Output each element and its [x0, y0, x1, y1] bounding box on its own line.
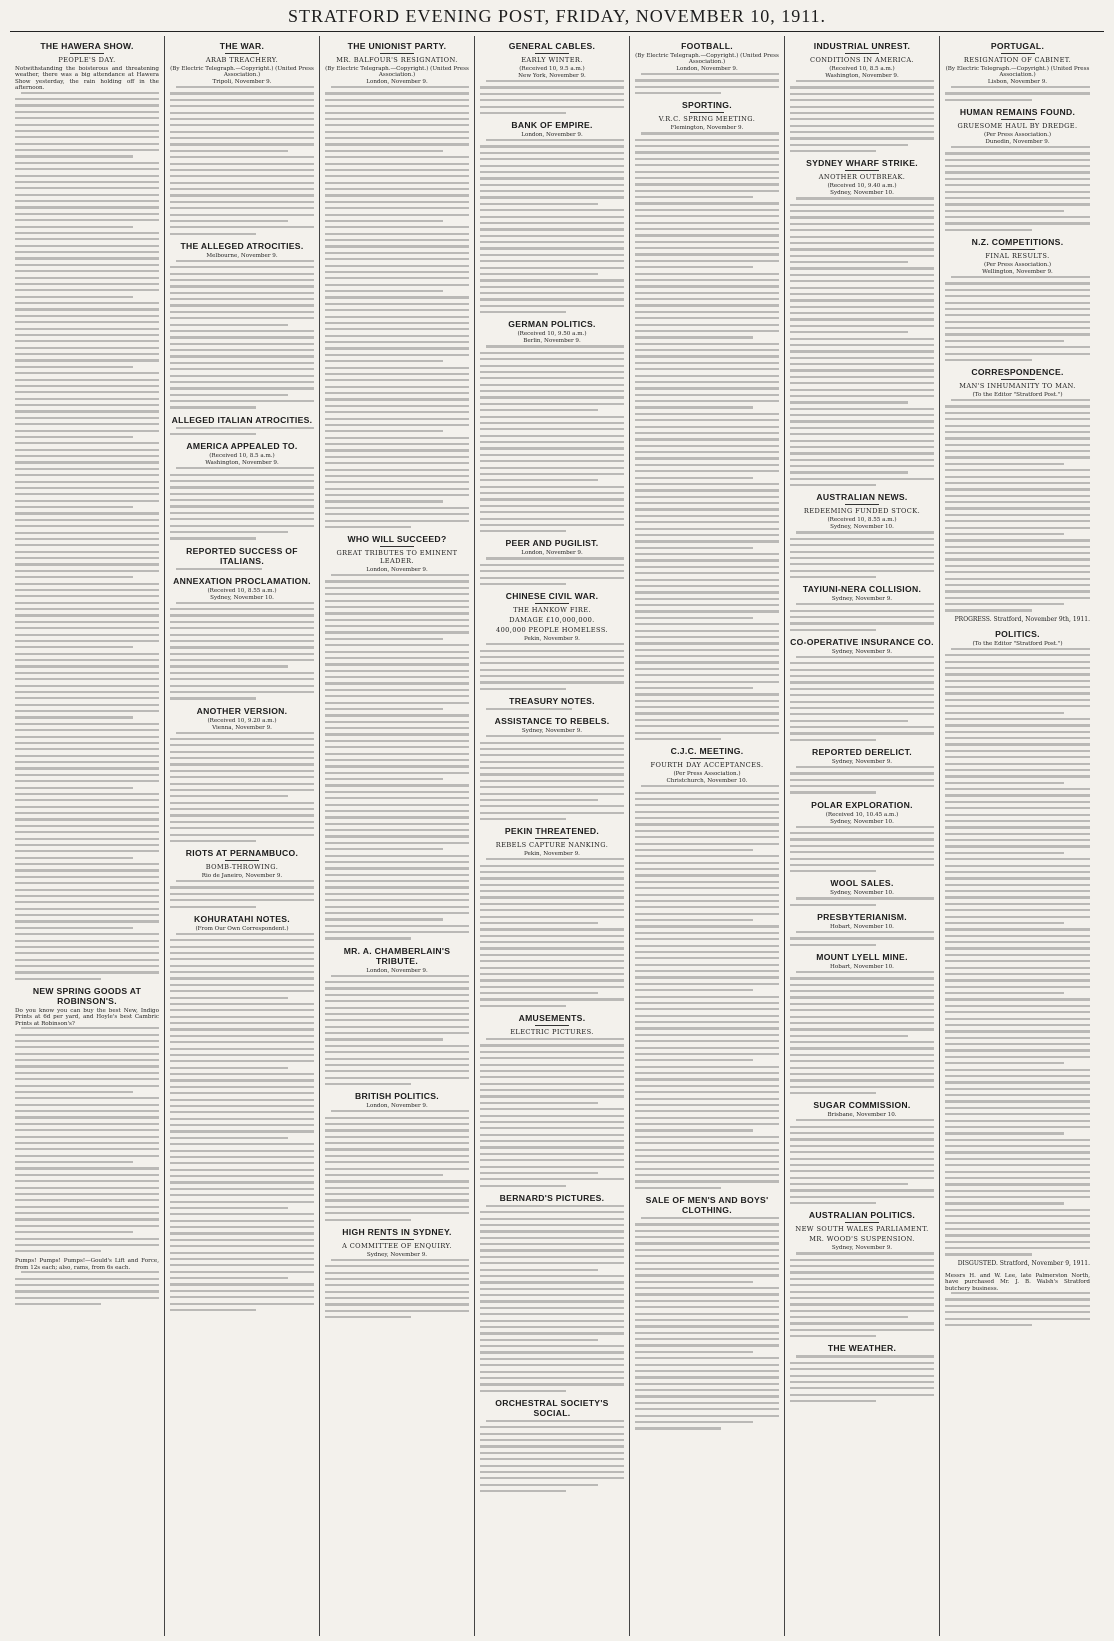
- column-2: [165, 36, 320, 1636]
- divider-rule: [690, 112, 724, 113]
- divider-rule: [225, 860, 259, 861]
- article-dateline: Vienna, November 9.: [212, 724, 272, 731]
- article-subhead: FINAL RESULTS.: [985, 252, 1050, 260]
- article-body-lines: [325, 574, 469, 940]
- article-headline: TREASURY NOTES.: [509, 695, 595, 706]
- article: [480, 1013, 624, 1187]
- article-subhead: GRUESOME HAUL BY DREDGE.: [957, 121, 1078, 130]
- article-source: (Per Press Association.): [983, 131, 1052, 138]
- article-headline: WHO WILL SUCCEED?: [347, 534, 447, 545]
- article-body-lines: [635, 785, 779, 1189]
- article-subhead: V.R.C. SPRING MEETING.: [658, 115, 756, 124]
- article-headline: KOHURATAHI NOTES.: [194, 913, 290, 924]
- article-body-lines: [790, 1355, 934, 1402]
- article-dateline: Berlin, November 9.: [523, 338, 581, 345]
- article-body-lines: [170, 568, 314, 570]
- article: [480, 696, 624, 710]
- column-4: [475, 36, 630, 1636]
- article: [790, 584, 934, 631]
- article: [790, 952, 934, 1094]
- article: [480, 41, 624, 114]
- article: [790, 158, 934, 486]
- article: [325, 946, 469, 1086]
- article: [325, 41, 469, 528]
- article-source: (Received 10, 9.5 a.m.): [519, 66, 585, 72]
- article-body-lines: [325, 1110, 469, 1221]
- article-dateline: Melbourne, November 9.: [206, 252, 278, 259]
- article-headline: RIOTS AT PERNAMBUCO.: [185, 848, 299, 859]
- article: [170, 441, 314, 539]
- article-body-lines: [635, 1217, 779, 1430]
- article-subhead: ANOTHER OUTBREAK.: [818, 173, 906, 182]
- article: [170, 41, 314, 235]
- article-body-text: Notwithstanding the boisterous and threatening weather, there was a big attendance at Hawera Show yesterday, the rain holding off in the afternoon.: [15, 66, 159, 92]
- article-dateline: Pekin, November 9.: [524, 636, 580, 643]
- divider-rule: [845, 504, 879, 505]
- article-headline: HIGH RENTS IN SYDNEY.: [342, 1226, 452, 1237]
- article-headline: THE ALLEGED ATROCITIES.: [180, 240, 304, 251]
- article: [790, 1210, 934, 1337]
- article: [790, 747, 934, 794]
- article-body-lines: [170, 732, 314, 843]
- article-subhead: ELECTRIC PICTURES.: [510, 1028, 594, 1036]
- article-body-lines: [945, 276, 1090, 361]
- article-source: (Received 10, 8.5 a.m.): [209, 453, 275, 460]
- divider-rule: [1001, 249, 1035, 250]
- article-headline: ANOTHER VERSION.: [196, 705, 288, 716]
- article-dateline: Sydney, November 9.: [521, 728, 583, 735]
- divider-rule: [1001, 379, 1035, 380]
- article-dateline: Washington, November 9.: [205, 460, 279, 467]
- article-source: (From Our Own Correspondent.): [195, 925, 289, 932]
- article-headline: THE HAWERA SHOW.: [40, 41, 134, 51]
- divider-rule: [1001, 119, 1035, 120]
- article-body-lines: [790, 826, 934, 873]
- article-subhead: REBELS CAPTURE NANKING.: [495, 841, 609, 850]
- article: [945, 367, 1090, 623]
- article-subhead: NEW SOUTH WALES PARLIAMENT.: [795, 1225, 929, 1234]
- article-dateline: Rio de Janeiro, November 9.: [201, 873, 283, 880]
- article-body-lines: [790, 1119, 934, 1204]
- article-headline: POLAR EXPLORATION.: [811, 799, 913, 810]
- article-headline: SUGAR COMMISSION.: [813, 1100, 911, 1111]
- article: [790, 492, 934, 578]
- divider-rule: [845, 1222, 879, 1223]
- article-headline: POLITICS.: [995, 628, 1040, 639]
- article-headline: SALE OF MEN'S AND BOYS' CLOTHING.: [645, 1194, 769, 1215]
- columns: [10, 36, 1104, 1636]
- article: [790, 637, 934, 741]
- article-dateline: Flemington, November 9.: [670, 125, 744, 132]
- article-subhead: FOURTH DAY ACCEPTANCES.: [650, 761, 764, 770]
- article-headline: REPORTED DERELICT.: [812, 746, 912, 757]
- article-headline: ASSISTANCE TO REBELS.: [494, 716, 610, 727]
- article-headline: PRESBYTERIANISM.: [817, 912, 907, 922]
- article-headline: GERMAN POLITICS.: [508, 319, 596, 330]
- article-headline: CORRESPONDENCE.: [971, 367, 1064, 378]
- article-dateline: Christchurch, November 10.: [666, 778, 748, 785]
- article-source: (To the Editor "Stratford Post."): [972, 392, 1063, 399]
- article: [170, 706, 314, 843]
- divider-rule: [535, 53, 569, 54]
- article-subhead: DAMAGE £10,000,000.: [509, 616, 595, 625]
- divider-rule: [380, 53, 414, 54]
- article-source: (Received 10, 10.45 a.m.): [825, 811, 899, 818]
- article-headline: PEER AND PUGILIST.: [505, 538, 599, 549]
- article: [480, 538, 624, 585]
- article: [325, 1227, 469, 1319]
- article-headline: WOOL SALES.: [830, 878, 894, 889]
- article-body-lines: [945, 86, 1090, 101]
- column-6: [785, 36, 940, 1636]
- article-body-lines: [480, 1205, 624, 1392]
- article-dateline: Sydney, November 10.: [830, 890, 894, 897]
- divider-rule: [225, 53, 259, 54]
- divider-rule: [380, 1239, 414, 1240]
- column-7: [940, 36, 1095, 1636]
- article-headline: BERNARD'S PICTURES.: [499, 1192, 605, 1203]
- article-body-lines: [170, 933, 314, 1311]
- article-body-lines: [325, 86, 469, 528]
- article-headline: C.J.C. MEETING.: [670, 746, 744, 757]
- article-headline: GENERAL CABLES.: [508, 41, 596, 51]
- article: [480, 319, 624, 532]
- article-source: (Per Press Association.): [983, 262, 1052, 268]
- article-body-lines: [790, 80, 934, 152]
- article-body-lines: [945, 399, 1090, 612]
- divider-rule: [535, 603, 569, 604]
- article-headline: AUSTRALIAN POLITICS.: [808, 1210, 916, 1221]
- article: [790, 878, 934, 906]
- article: [170, 576, 314, 700]
- article-headline: MOUNT LYELL MINE.: [816, 951, 908, 962]
- article-dateline: Sydney, November 10.: [830, 818, 894, 825]
- article-source: (By Electric Telegraph.—Copyright.) (United Press Association.): [325, 66, 469, 78]
- article-dateline: London, November 9.: [366, 567, 428, 574]
- article: [480, 591, 624, 690]
- article-body-lines: [480, 139, 624, 313]
- article-subhead: 400,000 PEOPLE HOMELESS.: [495, 626, 609, 635]
- article-body-lines: [790, 897, 934, 906]
- article-dateline: Hobart, November 10.: [830, 924, 894, 930]
- article-headline: CO-OPERATIVE INSURANCE CO.: [790, 636, 934, 647]
- article-dateline: London, November 9.: [366, 1103, 428, 1110]
- divider-rule: [845, 53, 879, 54]
- article-body-lines: [170, 602, 314, 700]
- article-body-lines: [15, 1271, 159, 1305]
- divider-rule: [70, 53, 104, 54]
- article: [170, 546, 314, 570]
- article-dateline: London, November 9.: [366, 967, 428, 974]
- article-subhead: MR. WOOD'S SUSPENSION.: [809, 1235, 915, 1244]
- article-headline: THE UNIONIST PARTY.: [347, 41, 447, 51]
- article-dateline: Sydney, November 9.: [831, 1245, 893, 1252]
- article: [790, 912, 934, 946]
- article-headline: BRITISH POLITICS.: [355, 1091, 439, 1102]
- letter-signature: PROGRESS. Stratford, November 9th, 1911.: [954, 615, 1090, 623]
- article-source: (Received 10, 8.5 a.m.): [829, 66, 895, 72]
- article-body-lines: [790, 971, 934, 1094]
- article: [480, 120, 624, 313]
- article-headline: HUMAN REMAINS FOUND.: [959, 106, 1076, 117]
- article-body-lines: [945, 146, 1090, 231]
- article-source: (Received 10, 8.55 a.m.): [827, 517, 897, 524]
- article-headline: THE WEATHER.: [827, 1343, 897, 1354]
- article-dateline: Pekin, November 9.: [524, 851, 580, 858]
- article-body-lines: [480, 735, 624, 820]
- article-subhead: MAN'S INHUMANITY TO MAN.: [959, 382, 1076, 391]
- article-body-lines: [480, 858, 624, 1007]
- article: [945, 41, 1090, 101]
- article-headline: TAYIUNI-NERA COLLISION.: [802, 584, 922, 595]
- article-source: (Received 10, 9.50 a.m.): [517, 331, 587, 338]
- divider-rule: [380, 546, 414, 547]
- divider-rule: [1001, 53, 1035, 54]
- article-headline: PEKIN THREATENED.: [504, 826, 600, 837]
- article-body-lines: [170, 880, 314, 908]
- article-dateline: London, November 9.: [366, 79, 428, 85]
- article-headline: BANK OF EMPIRE.: [511, 120, 593, 131]
- article-dateline: Sydney, November 9.: [366, 1251, 428, 1258]
- article-dateline: Lisbon, November 9.: [987, 79, 1048, 85]
- article-dateline: Hobart, November 10.: [830, 963, 894, 970]
- article-dateline: Brisbane, November 10.: [827, 1112, 897, 1119]
- article: [325, 1091, 469, 1221]
- article-source: (To the Editor "Stratford Post."): [972, 640, 1063, 647]
- article-dateline: Sydney, November 9.: [831, 596, 893, 603]
- article-headline: SPORTING.: [682, 100, 732, 111]
- article: [790, 1100, 934, 1204]
- article-headline: ALLEGED ITALIAN ATROCITIES.: [171, 414, 313, 425]
- article-subhead: GREAT TRIBUTES TO EMINENT LEADER.: [336, 549, 458, 566]
- article-body-lines: [170, 260, 314, 409]
- article-source: (By Electric Telegraph.—Copyright.) (United Press Association.): [635, 53, 779, 65]
- article-source: (By Electric Telegraph.—Copyright.) (United Press Association.): [945, 66, 1090, 78]
- article-subhead: A COMMITTEE OF ENQUIRY.: [342, 1241, 452, 1250]
- article-headline: ORCHESTRAL SOCIETY'S SOCIAL.: [495, 1397, 609, 1418]
- article-headline: NEW SPRING GOODS AT ROBINSON'S.: [32, 985, 142, 1006]
- article-headline: MR. A. CHAMBERLAIN'S TRIBUTE.: [343, 945, 451, 966]
- article: [15, 986, 159, 1253]
- article-dateline: Sydney, November 9.: [831, 758, 893, 765]
- article-body-lines: [170, 467, 314, 539]
- article-headline: PORTUGAL.: [990, 41, 1045, 51]
- article-headline: AMUSEMENTS.: [518, 1013, 586, 1023]
- article: [325, 534, 469, 940]
- article-dateline: London, November 9.: [521, 550, 583, 557]
- article-body-lines: [480, 345, 624, 532]
- article-source: (Per Press Association.): [673, 771, 741, 778]
- article-dateline: Dunedin, November 9.: [985, 138, 1050, 145]
- letter-signature: DISGUSTED. Stratford, November 9, 1911.: [957, 1259, 1090, 1267]
- article-subhead: CONDITIONS IN AMERICA.: [810, 56, 914, 64]
- article-dateline: Sydney, November 10.: [210, 594, 274, 601]
- article-body-lines: [325, 1259, 469, 1319]
- article: [635, 41, 779, 94]
- article-subhead: REDEEMING FUNDED STOCK.: [803, 507, 921, 516]
- article-dateline: Sydney, November 10.: [830, 524, 894, 531]
- article-body-lines: [635, 132, 779, 740]
- article-headline: INDUSTRIAL UNREST.: [813, 41, 911, 51]
- article-dateline: New York, November 9.: [518, 73, 586, 79]
- article: [170, 241, 314, 409]
- article-headline: FOOTBALL.: [681, 41, 733, 51]
- article: [170, 848, 314, 908]
- article-dateline: Washington, November 9.: [825, 73, 899, 79]
- article-body-lines: [790, 931, 934, 946]
- article: [945, 1273, 1090, 1326]
- article-headline: AMERICA APPEALED TO.: [186, 441, 298, 452]
- article-subhead: EARLY WINTER.: [521, 56, 583, 64]
- article-subhead: PEOPLE'S DAY.: [58, 56, 116, 64]
- article-body-lines: [480, 643, 624, 690]
- article-dateline: London, November 9.: [521, 132, 583, 139]
- article-headline: REPORTED SUCCESS OF ITALIANS.: [186, 545, 298, 566]
- article-subhead: MR. BALFOUR'S RESIGNATION.: [336, 56, 458, 64]
- article-body-text: Messrs H. and W. Lee, late Palmerston North, have purchased Mr. J. B. Walsh's Stratford butchery business.: [945, 1272, 1090, 1292]
- article-body-lines: [790, 656, 934, 741]
- article: [635, 746, 779, 1189]
- article-body-lines: [15, 1027, 159, 1252]
- article-source: (Received 10, 8.55 a.m.): [207, 587, 277, 594]
- column-3: [320, 36, 475, 1636]
- article-dateline: Tripoli, November 9.: [212, 79, 272, 85]
- article-headline: SYDNEY WHARF STRIKE.: [806, 158, 918, 169]
- article-body-lines: [15, 92, 159, 980]
- article: [945, 107, 1090, 231]
- divider-rule: [690, 758, 724, 759]
- article: [945, 237, 1090, 361]
- article-dateline: London, November 9.: [676, 66, 738, 72]
- article-body-lines: [790, 603, 934, 631]
- article: [480, 1398, 624, 1492]
- article-body-lines: [790, 531, 934, 578]
- article: [945, 629, 1090, 1267]
- article: [170, 914, 314, 1311]
- article-headline: CHINESE CIVIL WAR.: [505, 591, 599, 602]
- article-body-lines: [325, 975, 469, 1086]
- article: [170, 415, 314, 436]
- article: [15, 41, 159, 980]
- article-body-lines: [480, 80, 624, 114]
- article-body-lines: [790, 766, 934, 794]
- article-body-text: Do you know you can buy the best New, Indigo Prints at 6d per yard, and Hoyle's best Cambric Prints at Robinson's?: [15, 1007, 159, 1027]
- article-body-lines: [480, 1420, 624, 1492]
- article-body-lines: [790, 197, 934, 486]
- article-subhead: ARAB TREACHERY.: [205, 56, 279, 64]
- article-body-lines: [790, 1252, 934, 1337]
- article-dateline: Sydney, November 9.: [831, 648, 893, 655]
- article-body-lines: [945, 1292, 1090, 1326]
- masthead: STRATFORD EVENING POST, FRIDAY, NOVEMBER 10, 1911.: [10, 6, 1104, 32]
- article: [790, 800, 934, 873]
- article: [480, 826, 624, 1007]
- article-source: (Received 10, 9.40 a.m.): [827, 183, 897, 190]
- article-body-lines: [635, 73, 779, 94]
- divider-rule: [535, 1025, 569, 1026]
- article-dateline: Wellington, November 9.: [982, 269, 1053, 275]
- article-body-lines: [480, 557, 624, 585]
- article-body-text: Pumps! Pumps! Pumps!—Gould's Lift and Force, from 12s each; also, rams, from 6s each.: [15, 1258, 159, 1271]
- article-body-lines: [170, 86, 314, 235]
- article-subhead: THE HANKOW FIRE.: [513, 606, 591, 615]
- article: [790, 41, 934, 152]
- article: [790, 1343, 934, 1402]
- column-1: [10, 36, 165, 1636]
- article-dateline: Sydney, November 10.: [830, 190, 894, 197]
- column-5: [630, 36, 785, 1636]
- article: [480, 1193, 624, 1392]
- article-body-lines: [945, 648, 1090, 1256]
- article-headline: THE WAR.: [219, 41, 265, 51]
- article-body-lines: [480, 1038, 624, 1187]
- article-subhead: RESIGNATION OF CABINET.: [963, 56, 1072, 64]
- divider-rule: [535, 838, 569, 839]
- article-source: (By Electric Telegraph.—Copyright.) (United Press Association.): [170, 66, 314, 78]
- article-headline: ANNEXATION PROCLAMATION.: [173, 575, 311, 586]
- article-headline: AUSTRALIAN NEWS.: [816, 492, 908, 503]
- article: [480, 716, 624, 820]
- article: [635, 1195, 779, 1430]
- article: [15, 1258, 159, 1305]
- article-source: (Received 10, 9.20 a.m.): [207, 717, 277, 724]
- article: [635, 100, 779, 740]
- article-headline: N.Z. COMPETITIONS.: [971, 237, 1064, 247]
- article-body-lines: [170, 427, 314, 436]
- article-subhead: BOMB-THROWING.: [205, 863, 279, 872]
- divider-rule: [845, 170, 879, 171]
- article-body-lines: [480, 708, 624, 710]
